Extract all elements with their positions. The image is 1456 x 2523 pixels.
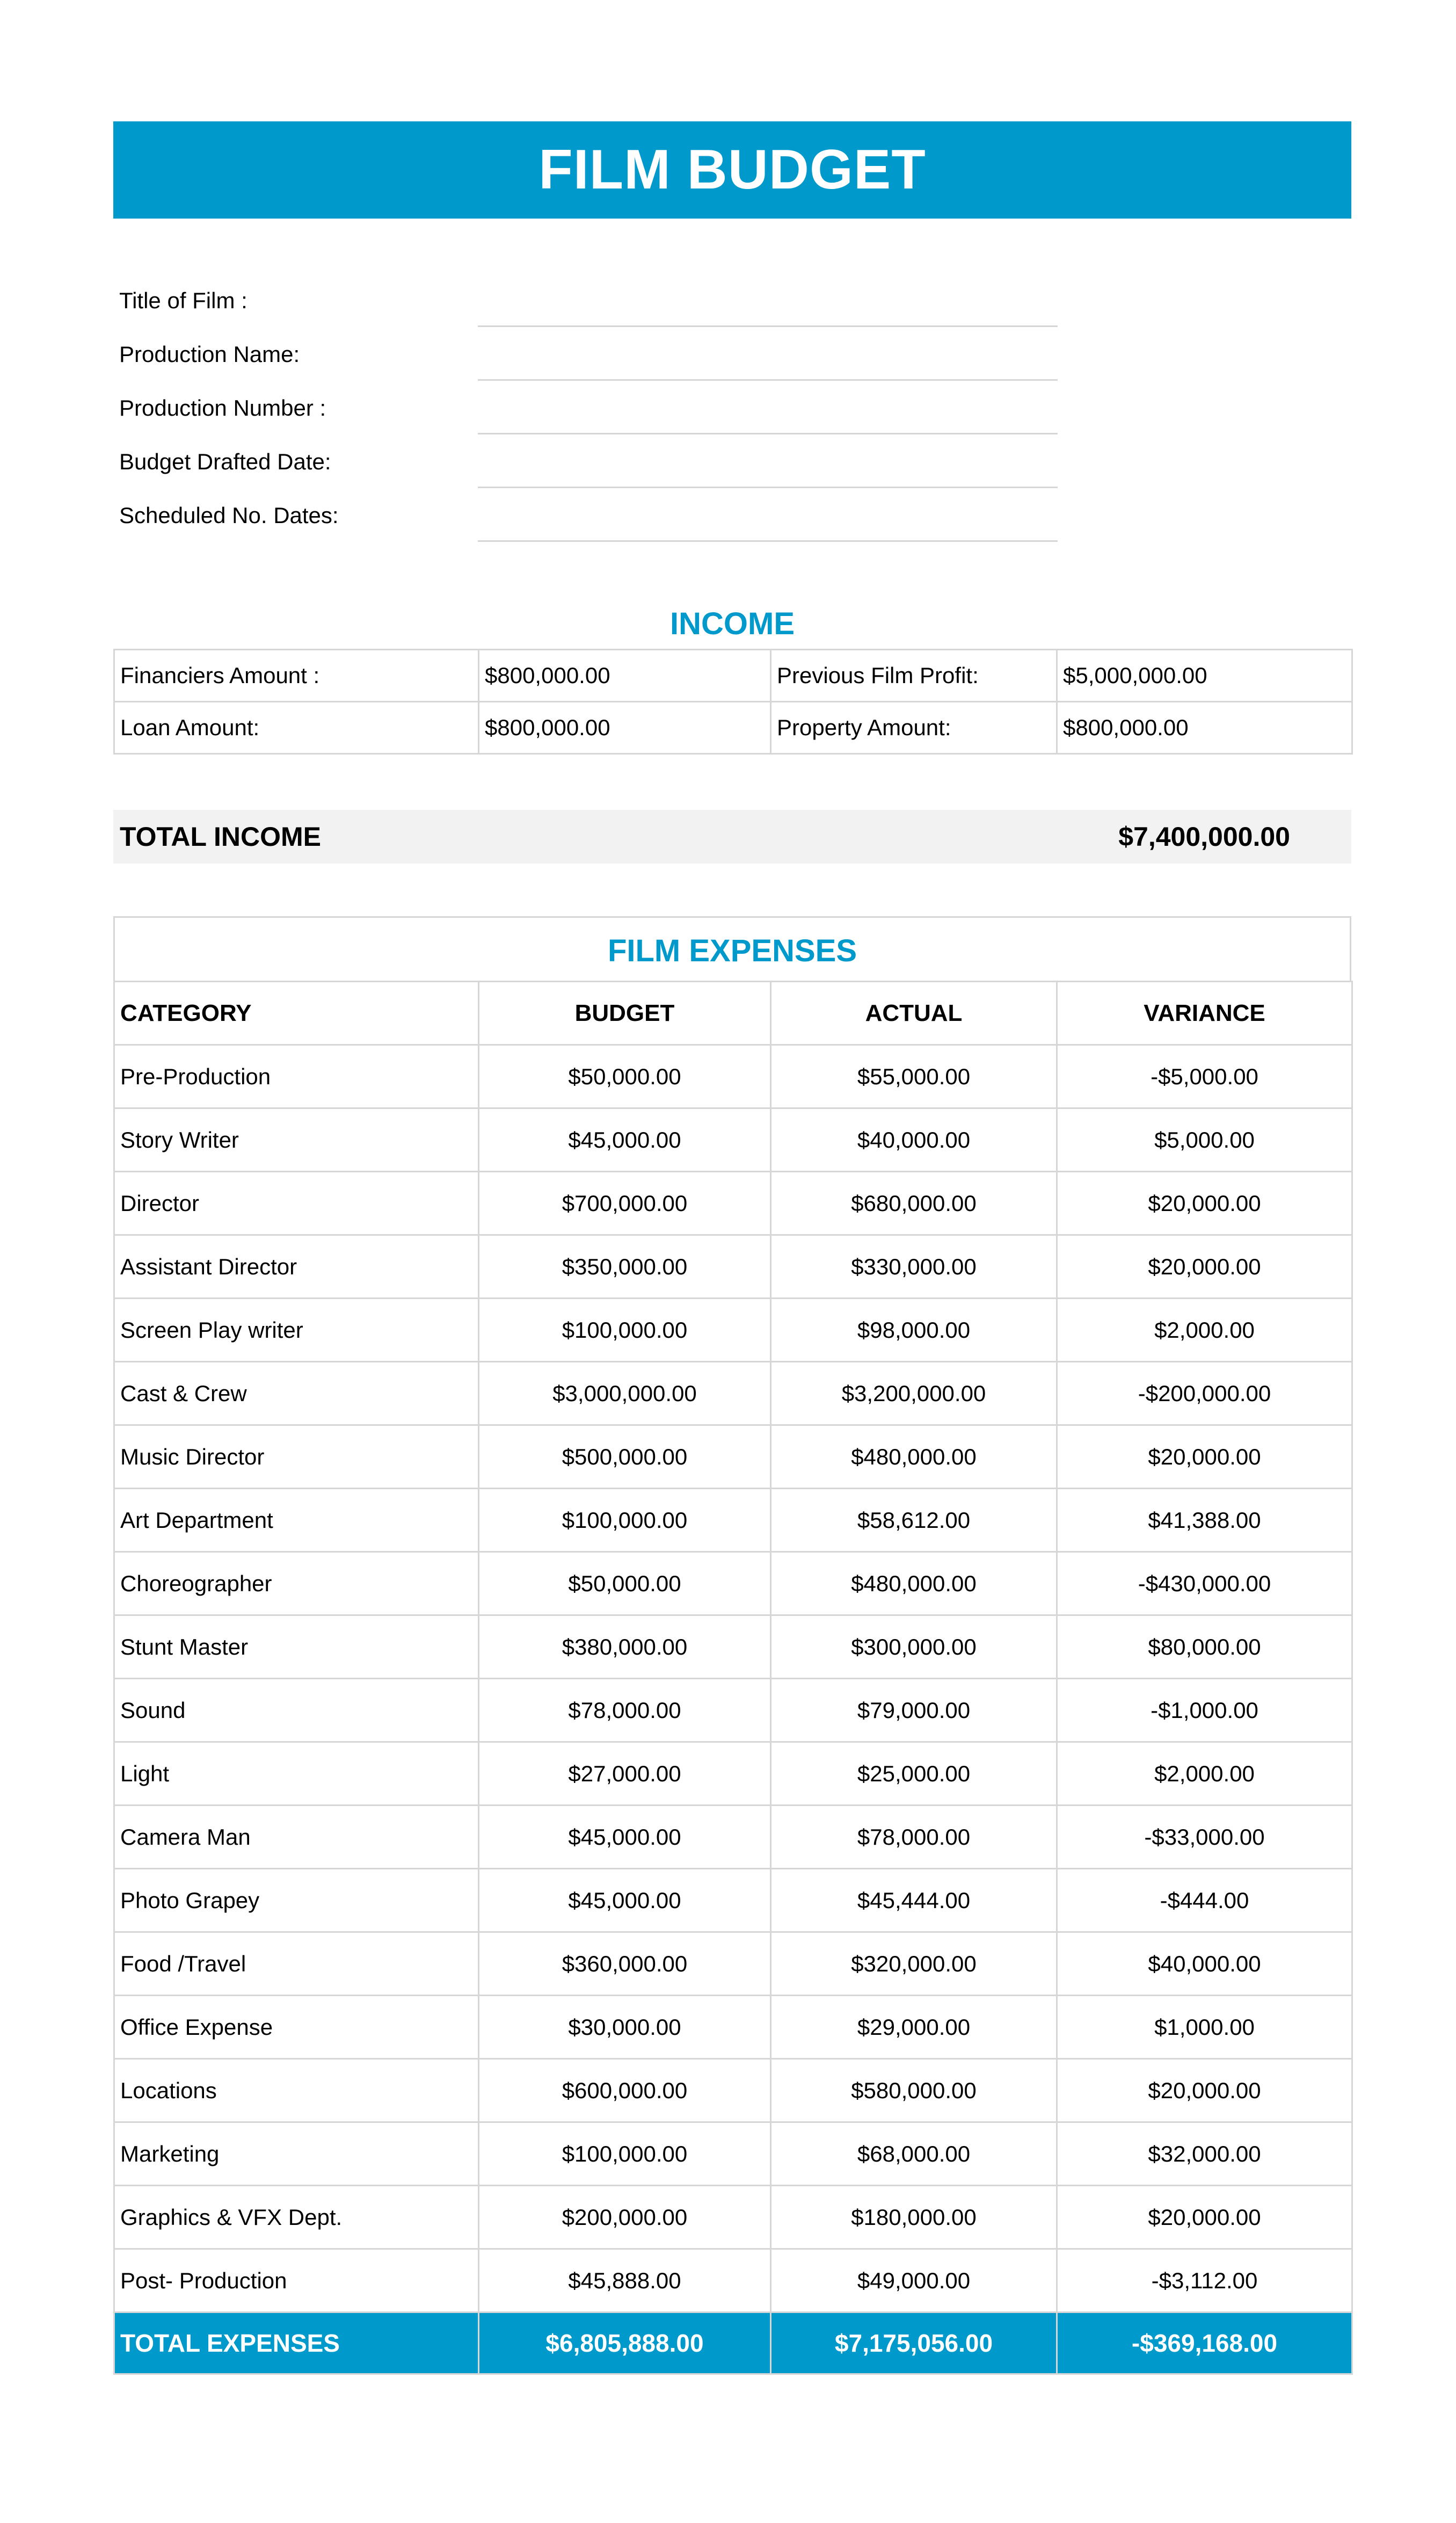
budget-cell[interactable]: $200,000.00: [479, 2186, 771, 2249]
table-row: [114, 2122, 1352, 2186]
budget-cell[interactable]: $600,000.00: [479, 2059, 771, 2122]
actual-cell[interactable]: $79,000.00: [771, 1679, 1057, 1742]
budget-cell[interactable]: $50,000.00: [479, 1552, 771, 1615]
category-cell: Story Writer: [114, 1108, 479, 1172]
total-variance-value: -$369,168.00: [1057, 2312, 1352, 2374]
table-row: [114, 1299, 1352, 1362]
category-cell: Camera Man: [114, 1806, 479, 1869]
total-expenses-row: [114, 2312, 1352, 2374]
previous-film-profit-label: Previous Film Profit:: [771, 650, 1057, 702]
actual-cell[interactable]: $3,200,000.00: [771, 1362, 1057, 1425]
budget-cell[interactable]: $27,000.00: [479, 1742, 771, 1806]
loan-amount-value[interactable]: $800,000.00: [479, 702, 771, 754]
property-amount-value[interactable]: $800,000.00: [1057, 702, 1352, 754]
table-row: [114, 1552, 1352, 1615]
film-expenses-heading: FILM EXPENSES: [607, 933, 857, 968]
variance-cell[interactable]: -$200,000.00: [1057, 1362, 1352, 1425]
actual-cell[interactable]: $29,000.00: [771, 1996, 1057, 2059]
table-row: [114, 1679, 1352, 1742]
production-name-label: Production Name:: [119, 342, 300, 367]
category-cell: Music Director: [114, 1425, 479, 1489]
category-cell: Stunt Master: [114, 1615, 479, 1679]
income-table: [113, 649, 1353, 755]
table-header-row: [114, 982, 1352, 1045]
category-cell: Choreographer: [114, 1552, 479, 1615]
column-header-budget: BUDGET: [479, 982, 771, 1045]
variance-cell[interactable]: -$33,000.00: [1057, 1806, 1352, 1869]
actual-cell[interactable]: $40,000.00: [771, 1108, 1057, 1172]
table-row: [114, 1362, 1352, 1425]
table-row: [114, 650, 1352, 702]
table-row: [114, 1045, 1352, 1108]
budget-cell[interactable]: $360,000.00: [479, 1932, 771, 1996]
title-of-film-field[interactable]: [478, 325, 1058, 327]
category-cell: Art Department: [114, 1489, 479, 1552]
table-row: [114, 1425, 1352, 1489]
budget-cell[interactable]: $45,000.00: [479, 1869, 771, 1932]
table-row: [114, 1615, 1352, 1679]
income-heading: INCOME: [670, 606, 795, 641]
budget-cell[interactable]: $45,000.00: [479, 1806, 771, 1869]
title-of-film-label: Title of Film :: [119, 288, 247, 313]
production-name-field[interactable]: [478, 379, 1058, 381]
table-row: [114, 1996, 1352, 2059]
total-actual-value: $7,175,056.00: [771, 2312, 1057, 2374]
table-row: [114, 2249, 1352, 2312]
actual-cell[interactable]: $330,000.00: [771, 1235, 1057, 1299]
actual-cell[interactable]: $300,000.00: [771, 1615, 1057, 1679]
budget-cell[interactable]: $100,000.00: [479, 2122, 771, 2186]
budget-cell[interactable]: $100,000.00: [479, 1299, 771, 1362]
variance-cell[interactable]: -$5,000.00: [1057, 1045, 1352, 1108]
category-cell: Assistant Director: [114, 1235, 479, 1299]
budget-drafted-date-field[interactable]: [478, 487, 1058, 488]
budget-cell[interactable]: $3,000,000.00: [479, 1362, 771, 1425]
actual-cell[interactable]: $680,000.00: [771, 1172, 1057, 1235]
budget-cell[interactable]: $45,000.00: [479, 1108, 771, 1172]
previous-film-profit-value[interactable]: $5,000,000.00: [1057, 650, 1352, 702]
budget-cell[interactable]: $350,000.00: [479, 1235, 771, 1299]
category-cell: Light: [114, 1742, 479, 1806]
actual-cell[interactable]: $78,000.00: [771, 1806, 1057, 1869]
total-budget-value: $6,805,888.00: [479, 2312, 771, 2374]
budget-cell[interactable]: $50,000.00: [479, 1045, 771, 1108]
property-amount-label: Property Amount:: [771, 702, 1057, 754]
budget-cell[interactable]: $100,000.00: [479, 1489, 771, 1552]
financiers-amount-value[interactable]: $800,000.00: [479, 650, 771, 702]
total-income-label: TOTAL INCOME: [120, 822, 321, 852]
category-cell: Office Expense: [114, 1996, 479, 2059]
table-row: [114, 1742, 1352, 1806]
variance-cell[interactable]: -$1,000.00: [1057, 1679, 1352, 1742]
column-header-actual: ACTUAL: [771, 982, 1057, 1045]
budget-drafted-date-label: Budget Drafted Date:: [119, 449, 331, 474]
expenses-body: [114, 1045, 1352, 2312]
variance-cell[interactable]: $32,000.00: [1057, 2122, 1352, 2186]
variance-cell[interactable]: $40,000.00: [1057, 1932, 1352, 1996]
expenses-header-box: [113, 916, 1351, 982]
production-number-label: Production Number :: [119, 395, 326, 421]
table-row: [114, 1806, 1352, 1869]
actual-cell[interactable]: $68,000.00: [771, 2122, 1057, 2186]
variance-cell[interactable]: $80,000.00: [1057, 1615, 1352, 1679]
table-row: [114, 1108, 1352, 1172]
budget-cell[interactable]: $380,000.00: [479, 1615, 771, 1679]
scheduled-no-dates-label: Scheduled No. Dates:: [119, 503, 339, 528]
variance-cell[interactable]: $20,000.00: [1057, 1235, 1352, 1299]
table-row: [114, 1489, 1352, 1552]
table-row: [114, 702, 1352, 754]
expenses-table: [113, 981, 1353, 2375]
category-cell: Sound: [114, 1679, 479, 1742]
category-cell: Director: [114, 1172, 479, 1235]
budget-cell[interactable]: $78,000.00: [479, 1679, 771, 1742]
budget-cell[interactable]: $500,000.00: [479, 1425, 771, 1489]
loan-amount-label: Loan Amount:: [114, 702, 479, 754]
budget-cell[interactable]: $700,000.00: [479, 1172, 771, 1235]
actual-cell[interactable]: $55,000.00: [771, 1045, 1057, 1108]
actual-cell[interactable]: $480,000.00: [771, 1552, 1057, 1615]
category-cell: Screen Play writer: [114, 1299, 479, 1362]
variance-cell[interactable]: -$430,000.00: [1057, 1552, 1352, 1615]
category-cell: Cast & Crew: [114, 1362, 479, 1425]
variance-cell[interactable]: -$3,112.00: [1057, 2249, 1352, 2312]
variance-cell[interactable]: $20,000.00: [1057, 1172, 1352, 1235]
actual-cell[interactable]: $480,000.00: [771, 1425, 1057, 1489]
table-row: [114, 2059, 1352, 2122]
actual-cell[interactable]: $180,000.00: [771, 2186, 1057, 2249]
category-cell: Marketing: [114, 2122, 479, 2186]
variance-cell[interactable]: -$444.00: [1057, 1869, 1352, 1932]
total-income-value: $7,400,000.00: [1118, 822, 1290, 852]
actual-cell[interactable]: $49,000.00: [771, 2249, 1057, 2312]
actual-cell[interactable]: $580,000.00: [771, 2059, 1057, 2122]
actual-cell[interactable]: $98,000.00: [771, 1299, 1057, 1362]
table-row: [114, 1235, 1352, 1299]
category-cell: Locations: [114, 2059, 479, 2122]
variance-cell[interactable]: $20,000.00: [1057, 2186, 1352, 2249]
category-cell: Photo Grapey: [114, 1869, 479, 1932]
variance-cell[interactable]: $41,388.00: [1057, 1489, 1352, 1552]
variance-cell[interactable]: $1,000.00: [1057, 1996, 1352, 2059]
total-expenses-label: TOTAL EXPENSES: [114, 2312, 479, 2374]
actual-cell[interactable]: $320,000.00: [771, 1932, 1057, 1996]
actual-cell[interactable]: $45,444.00: [771, 1869, 1057, 1932]
variance-cell[interactable]: $20,000.00: [1057, 1425, 1352, 1489]
budget-cell[interactable]: $30,000.00: [479, 1996, 771, 2059]
scheduled-no-dates-field[interactable]: [478, 540, 1058, 542]
variance-cell[interactable]: $20,000.00: [1057, 2059, 1352, 2122]
variance-cell[interactable]: $2,000.00: [1057, 1742, 1352, 1806]
table-row: [114, 2186, 1352, 2249]
total-income-bar: [113, 810, 1351, 864]
actual-cell[interactable]: $25,000.00: [771, 1742, 1057, 1806]
table-row: [114, 1172, 1352, 1235]
category-cell: Graphics & VFX Dept.: [114, 2186, 479, 2249]
category-cell: Pre-Production: [114, 1045, 479, 1108]
actual-cell[interactable]: $58,612.00: [771, 1489, 1057, 1552]
budget-cell[interactable]: $45,888.00: [479, 2249, 771, 2312]
variance-cell[interactable]: $5,000.00: [1057, 1108, 1352, 1172]
table-row: [114, 1869, 1352, 1932]
column-header-category: CATEGORY: [114, 982, 479, 1045]
category-cell: Food /Travel: [114, 1932, 479, 1996]
variance-cell[interactable]: $2,000.00: [1057, 1299, 1352, 1362]
category-cell: Post- Production: [114, 2249, 479, 2312]
table-row: [114, 1932, 1352, 1996]
column-header-variance: VARIANCE: [1057, 982, 1352, 1045]
production-number-field[interactable]: [478, 433, 1058, 434]
financiers-amount-label: Financiers Amount :: [114, 650, 479, 702]
page-title: FILM BUDGET: [113, 121, 1351, 219]
